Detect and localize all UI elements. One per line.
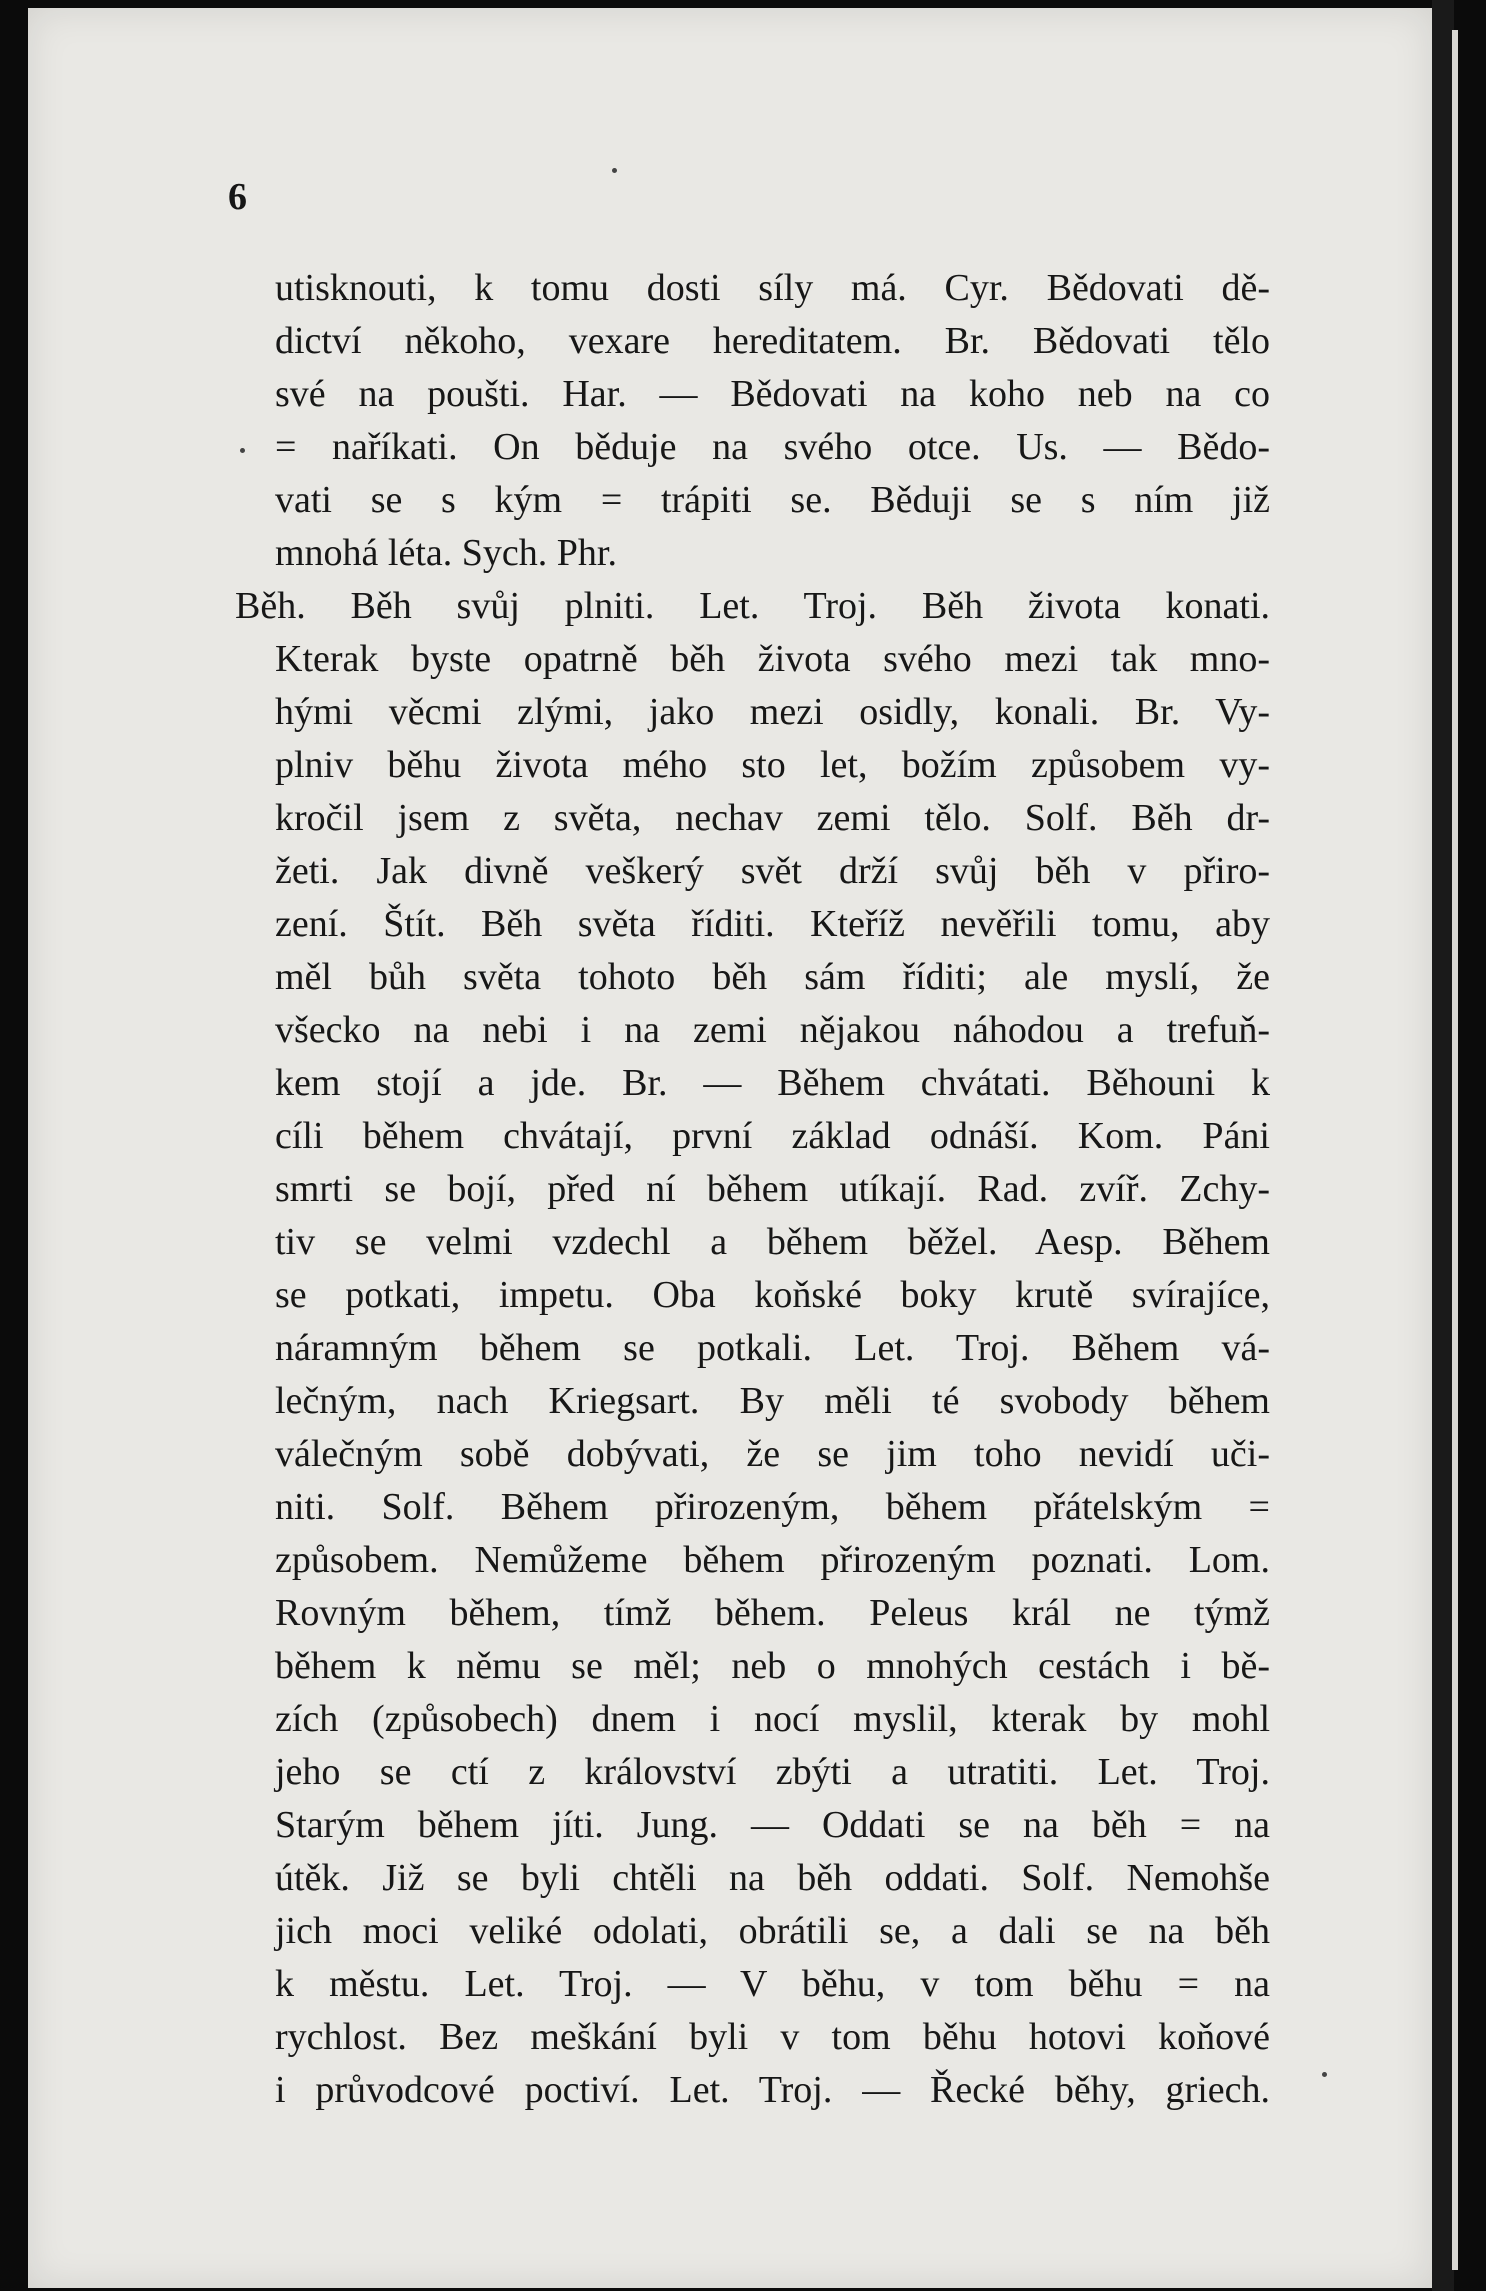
text-line: k městu. Let. Troj. — V běhu, v tom běhu = na: [275, 1963, 1270, 2005]
binding-shadow: [1432, 0, 1454, 2291]
text-line: měl bůh světa tohoto běh sám říditi; ale myslí, že: [275, 956, 1270, 998]
speck: [612, 168, 617, 173]
text-line: plniv běhu života mého sto let, božím způsobem vy-: [275, 744, 1270, 786]
text-line: tiv se velmi vzdechl a během běžel. Aesp. Během: [275, 1221, 1270, 1263]
text-line: zení. Štít. Běh světa říditi. Kteříž nevěřili tomu, aby: [275, 903, 1270, 945]
text-line: utisknouti, k tomu dosti síly má. Cyr. Bědovati dě-: [275, 267, 1270, 309]
speck: [240, 448, 245, 453]
text-line: náramným během se potkali. Let. Troj. Během vá-: [275, 1327, 1270, 1369]
text-line: mnohá léta. Sych. Phr.: [275, 532, 617, 574]
text-line: niti. Solf. Během přirozeným, během přátelským =: [275, 1486, 1270, 1528]
text-line: hými věcmi zlými, jako mezi osidly, konali. Br. Vy-: [275, 691, 1270, 733]
text-line: způsobem. Nemůžeme během přirozeným poznati. Lom.: [275, 1539, 1270, 1581]
entry-headword-line: Běh. Běh svůj plniti. Let. Troj. Běh života konati.: [235, 585, 1270, 627]
text-line: lečným, nach Kriegsart. By měli té svobody během: [275, 1380, 1270, 1422]
text-line: útěk. Již se byli chtěli na běh oddati. Solf. Nemohše: [275, 1857, 1270, 1899]
text-line: kem stojí a jde. Br. — Během chvátati. Běhouni k: [275, 1062, 1270, 1104]
text-line: cíli během chvátají, první základ odnáší. Kom. Páni: [275, 1115, 1270, 1157]
body-text: [235, 262, 1270, 2117]
text-line: Starým během jíti. Jung. — Oddati se na běh = na: [275, 1804, 1270, 1846]
text-line: Rovným během, tímž během. Peleus král ne týmž: [275, 1592, 1270, 1634]
next-page-edge: [1452, 30, 1458, 2270]
text-line: zích (způsobech) dnem i nocí myslil, kterak by mohl: [275, 1698, 1270, 1740]
text-line: žeti. Jak divně veškerý svět drží svůj běh v přiro-: [275, 850, 1270, 892]
page-number: 6: [228, 176, 247, 218]
speck: [1322, 2072, 1327, 2077]
text-line: během k němu se měl; neb o mnohých cestách i bě-: [275, 1645, 1270, 1687]
text-line: své na poušti. Har. — Bědovati na koho neb na co: [275, 373, 1270, 415]
text-line: kročil jsem z světa, nechav zemi tělo. Solf. Běh dr-: [275, 797, 1270, 839]
text-line: všecko na nebi i na zemi nějakou náhodou a trefuň-: [275, 1009, 1270, 1051]
text-line: dictví někoho, vexare hereditatem. Br. Bědovati tělo: [275, 320, 1270, 362]
text-line: jich moci veliké odolati, obrátili se, a dali se na běh: [275, 1910, 1270, 1952]
text-line: se potkati, impetu. Oba koňské boky krutě svírajíce,: [275, 1274, 1270, 1316]
text-line: rychlost. Bez meškání byli v tom běhu hotovi koňové: [275, 2016, 1270, 2058]
text-line: válečným sobě dobývati, že se jim toho nevidí uči-: [275, 1433, 1270, 1475]
text-line: jeho se ctí z království zbýti a utratiti. Let. Troj.: [275, 1751, 1270, 1793]
text-line: vati se s kým = trápiti se. Běduji se s ním již: [275, 479, 1270, 521]
text-line: Kterak byste opatrně běh života svého mezi tak mno-: [275, 638, 1270, 680]
text-line: i průvodcové poctiví. Let. Troj. — Řecké běhy, griech.: [275, 2069, 1270, 2111]
text-line: = naříkati. On běduje na svého otce. Us. — Bědo-: [275, 426, 1270, 468]
text-line: smrti se bojí, před ní během utíkají. Rad. zvíř. Zchy-: [275, 1168, 1270, 1210]
